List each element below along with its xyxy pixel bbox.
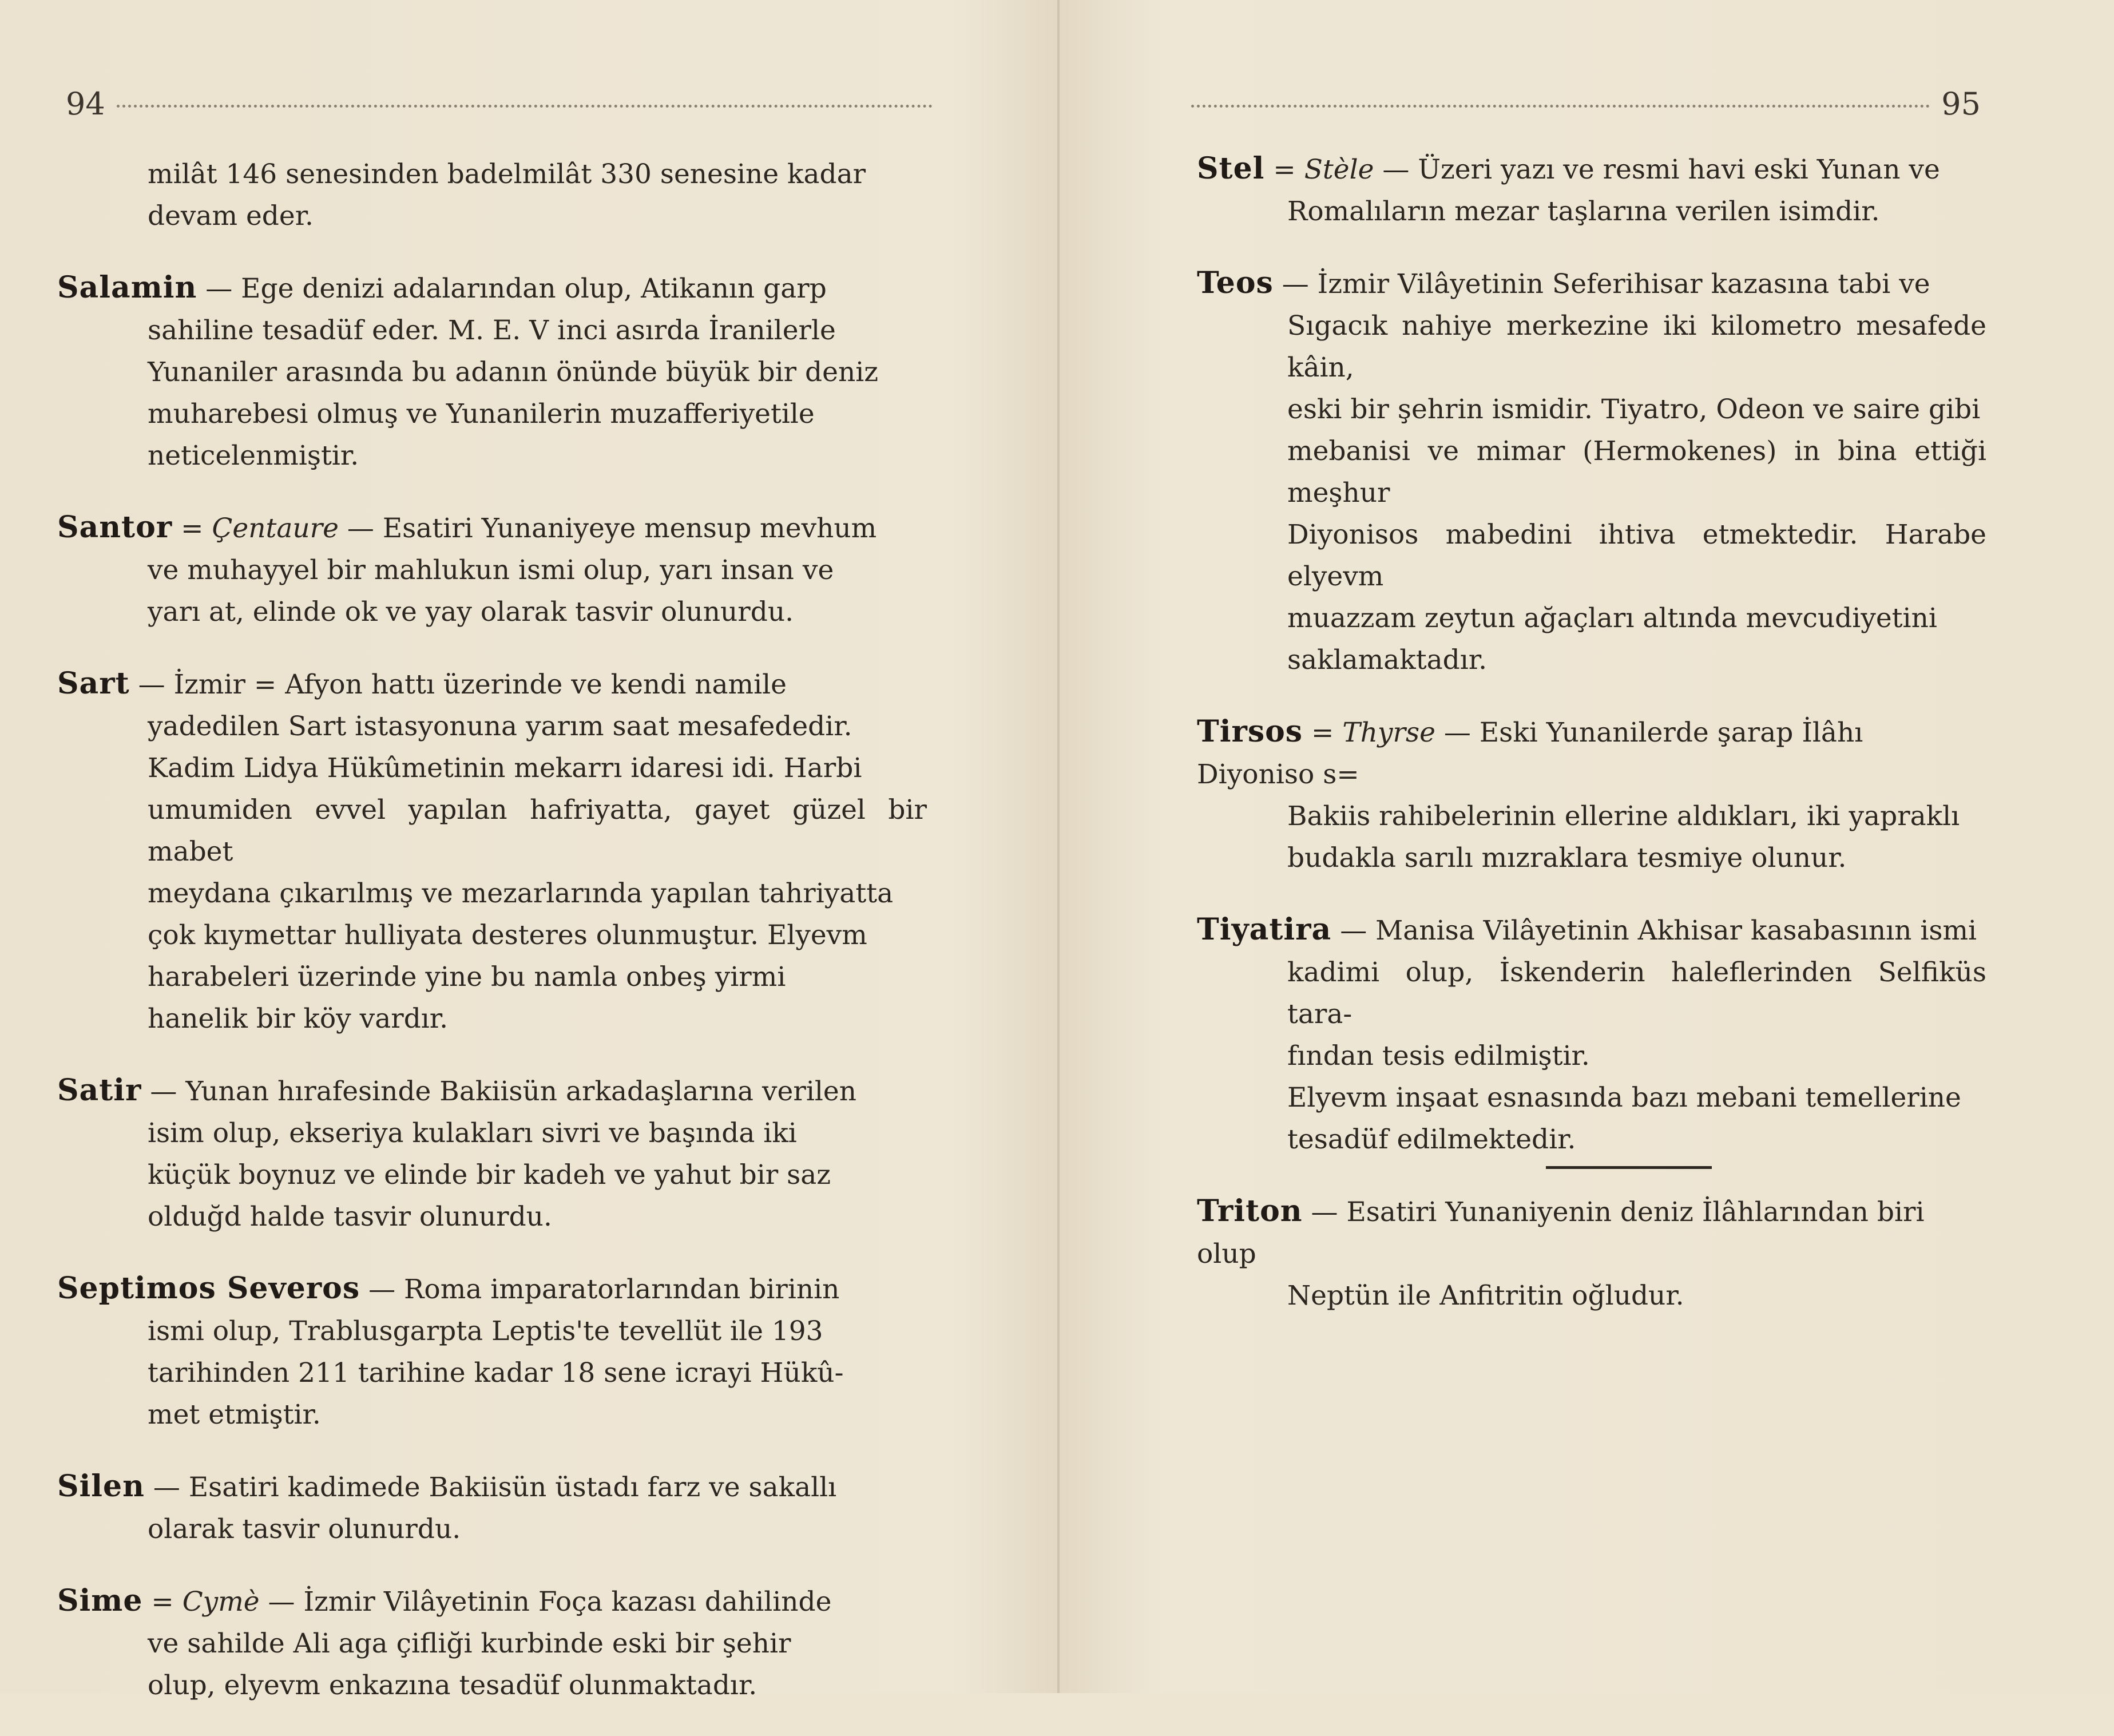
header-dotted-rule (117, 105, 933, 108)
entry-silen: Silen — Esatiri kadimede Bakiisün üstadı farz ve sakallı olarak tasvir olunurdu. (57, 1469, 837, 1545)
entry-headword: Teos (1197, 265, 1274, 300)
entry-headword: Satir (57, 1073, 142, 1108)
entry-headword: Septimos Severos (57, 1271, 360, 1306)
entry-original-term: Çentaure (212, 513, 339, 544)
entry-tiyatira: Tiyatira — Manisa Vilâyetinin Akhisar kasabasının ismi kadimi olup, İskenderin haleflerinden Selfiküs tara- fından tesis edilmiştir. Elyevm inşaat esnasında bazı mebani temellerine tesadüf edilmektedir. (1197, 912, 1986, 1155)
entry-original-term: Thyrse (1342, 717, 1435, 748)
entry-teos: Teos — İzmir Vilâyetinin Seferihisar kazasına tabi ve Sıgacık nahiye merkezine iki kilometro mesafede kâin, eski bir şehrin ismidir. Tiyatro, Odeon ve saire gibi mebanisi ve mimar (Hermokenes) in bina ettiği meşhur Diyonisos mabedini ihtiva etmektedir. Harabe elyevm muazzam zeytun ağaçları altında mevcudiyetini saklamaktadır. (1197, 265, 1986, 676)
left-entries (57, 153, 927, 1736)
continuation-paragraph: milât 146 senesinden badelmilât 330 senesine kadar devam eder. (148, 158, 866, 232)
left-page-header (66, 86, 944, 122)
entry-headword: Triton (1197, 1194, 1303, 1228)
right-page (1060, 0, 2114, 1693)
entry-headword: Salamin (57, 270, 197, 305)
entry-sime: Sime = Cymè — İzmir Vilâyetinin Foça kazası dahilinde ve sahilde Ali aga çifliği kurbinde eski bir şehir olup, elyevm enkazına tesadüf olunmaktadır. (57, 1583, 832, 1701)
entry-triton: Triton — Esatiri Yunaniyenin deniz İlâhlarından biri olup Neptün ile Anfitritin oğludur. (1197, 1194, 1925, 1311)
entry-satir: Satir — Yunan hırafesinde Bakiisün arkadaşlarına verilen isim olup, ekseriya kulakları sivri ve başında iki küçük boynuz ve elinde bir kadeh ve yahut bir saz olduğd halde tasvir olunurdu. (57, 1073, 856, 1232)
right-page-header (1180, 86, 1981, 122)
entry-salamin: Salamin — Ege denizi adalarından olup, Atikanın garp sahiline tesadüf eder. M. E. V inci asırda İranilerle Yunaniler arasında bu adanın önünde büyük bir deniz muharebesi olmuş ve Yunanilerin muzafferiyetile neticelenmiştir. (57, 270, 879, 471)
entry-stel: Stel = Stèle — Üzeri yazı ve resmi havi eski Yunan ve Romalıların mezar taşlarına verilen isimdir. (1197, 151, 1940, 227)
entry-headword: Sart (57, 666, 130, 701)
entry-headword: Sime (57, 1583, 143, 1618)
entry-sart: Sart — İzmir = Afyon hattı üzerinde ve kendi namile yadedilen Sart istasyonuna yarım saat mesafededir. Kadim Lidya Hükûmetinin mekarrı idaresi idi. Harbi umumiden evvel yapılan hafriyatta, gayet güzel bir mabet meydana çıkarılmış ve mezarlarında yapılan tahriyatta çok kıymettar hulliyata desteres olunmuştur. Elyevm harabeleri üzerinde yine bu namla onbeş yirmi hanelik bir köy vardır. (57, 666, 927, 1035)
entry-septimos-severos: Septimos Severos — Roma imparatorlarından birinin ismi olup, Trablusgarpta Leptis'te tevellüt ile 193 tarihinden 211 tarihine kadar 18 sene icrayi Hükû- met etmiştir. (57, 1271, 844, 1430)
entry-headword: Silen (57, 1469, 145, 1504)
page-number: 95 (1941, 86, 1981, 122)
entry-headword: Stel (1197, 151, 1265, 186)
entry-tirsos: Tirsos = Thyrse — Eski Yunanilerde şarap İlâhı Diyoniso s= Bakiis rahibelerinin ellerine aldıkları, iki yapraklı budakla sarılı mızraklara tesmiye olunur. (1197, 714, 1960, 874)
entry-original-term: Stèle (1304, 154, 1374, 185)
entry-original-term: Cymè (182, 1586, 260, 1618)
section-end-rule (1546, 1166, 1712, 1169)
entry-santor: Santor = Çentaure — Esatiri Yunaniyeye mensup mevhum ve muhayyel bir mahlukun ismi olup, yarı insan ve yarı at, elinde ok ve yay olarak tasvir olunurdu. (57, 510, 877, 628)
page-number: 94 (66, 86, 105, 122)
entry-headword: Tiyatira (1197, 912, 1332, 947)
header-dotted-rule (1191, 105, 1930, 108)
entry-headword: Tirsos (1197, 714, 1303, 749)
left-page (0, 0, 1057, 1701)
entry-headword: Santor (57, 510, 173, 545)
